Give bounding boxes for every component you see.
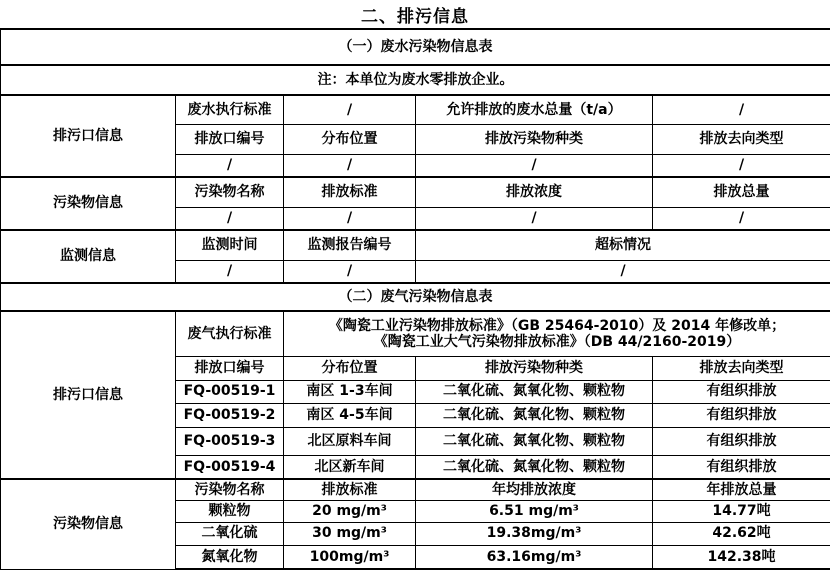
ww-outlet-header: 排放污染物种类 [416, 124, 653, 154]
pollution-info-table [0, 28, 830, 570]
ww-monitor-value: / [284, 260, 416, 283]
gas-std-label: 废气执行标准 [176, 311, 284, 356]
pollutant-annual-total: 42.62吨 [653, 522, 830, 545]
gas-std-value [284, 311, 830, 356]
ww-pollutant-header: 排放总量 [653, 177, 830, 207]
ww-pollutant-header: 排放标准 [284, 177, 416, 207]
gas-pollutant-header: 排放标准 [284, 479, 416, 500]
ww-monitor-header: 超标情况 [416, 230, 830, 260]
ww-monitor-value: / [416, 260, 830, 283]
ww-pollutant-value: / [284, 207, 416, 230]
pollutant-standard: 20 mg/m³ [284, 500, 416, 522]
gas-std-line2: 《陶瓷工业大气污染物排放标准》（DB 44/2160-2019） [286, 334, 828, 350]
outlet-id: FQ-00519-1 [176, 380, 284, 403]
ww-pollutant-value: / [176, 207, 284, 230]
ww-pollutant-header: 排放浓度 [416, 177, 653, 207]
ww-pollutant-header: 污染物名称 [176, 177, 284, 207]
gas-outlet-header: 分布位置 [284, 356, 416, 380]
gas-outlet-group-label: 排污口信息 [1, 311, 176, 479]
pollutant-standard: 30 mg/m³ [284, 522, 416, 545]
outlet-pollutants: 二氧化硫、氮氧化物、颗粒物 [416, 455, 653, 479]
ww-std-value: / [284, 95, 416, 124]
pollutant-annual-total: 14.77吨 [653, 500, 830, 522]
pollutant-standard: 100mg/m³ [284, 545, 416, 569]
pollutant-avg-concentration: 19.38mg/m³ [416, 522, 653, 545]
outlet-id: FQ-00519-3 [176, 427, 284, 455]
outlet-type: 有组织排放 [653, 380, 830, 403]
pollutant-name: 氮氧化物 [176, 545, 284, 569]
pollutant-annual-total: 142.38吨 [653, 545, 830, 569]
outlet-id: FQ-00519-4 [176, 455, 284, 479]
outlet-type: 有组织排放 [653, 427, 830, 455]
ww-std-label: 废水执行标准 [176, 95, 284, 124]
outlet-location: 北区原料车间 [284, 427, 416, 455]
wastewater-section-title: （一）废水污染物信息表 [1, 29, 830, 65]
ww-pollutant-value: / [653, 207, 830, 230]
ww-pollutant-value: / [416, 207, 653, 230]
outlet-id: FQ-00519-2 [176, 403, 284, 427]
ww-outlet-header: 分布位置 [284, 124, 416, 154]
gas-outlet-header: 排放去向类型 [653, 356, 830, 380]
ww-monitor-header: 监测时间 [176, 230, 284, 260]
gas-pollutant-header: 污染物名称 [176, 479, 284, 500]
wastegas-section-title: （二）废气污染物信息表 [1, 283, 830, 311]
ww-monitor-value: / [176, 260, 284, 283]
outlet-pollutants: 二氧化硫、氮氧化物、颗粒物 [416, 427, 653, 455]
ww-outlet-value: / [284, 154, 416, 177]
outlet-location: 北区新车间 [284, 455, 416, 479]
outlet-pollutants: 二氧化硫、氮氧化物、颗粒物 [416, 380, 653, 403]
ww-outlet-value: / [176, 154, 284, 177]
gas-pollutant-header: 年均排放浓度 [416, 479, 653, 500]
pollutant-avg-concentration: 6.51 mg/m³ [416, 500, 653, 522]
ww-allowed-label: 允许排放的废水总量（t/a） [416, 95, 653, 124]
page-title: 二、排污信息 [0, 0, 830, 28]
gas-pollutant-group-label: 污染物信息 [1, 479, 176, 569]
pollutant-name: 颗粒物 [176, 500, 284, 522]
ww-allowed-value: / [653, 95, 830, 124]
ww-outlet-value: / [653, 154, 830, 177]
ww-monitor-header: 监测报告编号 [284, 230, 416, 260]
pollutant-avg-concentration: 63.16mg/m³ [416, 545, 653, 569]
ww-outlet-group-label: 排污口信息 [1, 95, 176, 177]
ww-monitor-group-label: 监测信息 [1, 230, 176, 283]
outlet-type: 有组织排放 [653, 455, 830, 479]
outlet-type: 有组织排放 [653, 403, 830, 427]
ww-pollutant-group-label: 污染物信息 [1, 177, 176, 230]
outlet-location: 南区 4-5车间 [284, 403, 416, 427]
gas-outlet-header: 排放污染物种类 [416, 356, 653, 380]
pollutant-name: 二氧化硫 [176, 522, 284, 545]
outlet-pollutants: 二氧化硫、氮氧化物、颗粒物 [416, 403, 653, 427]
gas-pollutant-header: 年排放总量 [653, 479, 830, 500]
gas-outlet-header: 排放口编号 [176, 356, 284, 380]
ww-outlet-header: 排放口编号 [176, 124, 284, 154]
ww-outlet-value: / [416, 154, 653, 177]
ww-outlet-header: 排放去向类型 [653, 124, 830, 154]
outlet-location: 南区 1-3车间 [284, 380, 416, 403]
gas-std-line1: 《陶瓷工业污染物排放标准》（GB 25464-2010）及 2014 年修改单； [286, 318, 828, 334]
wastewater-note: 注：本单位为废水零排放企业。 [1, 65, 830, 95]
